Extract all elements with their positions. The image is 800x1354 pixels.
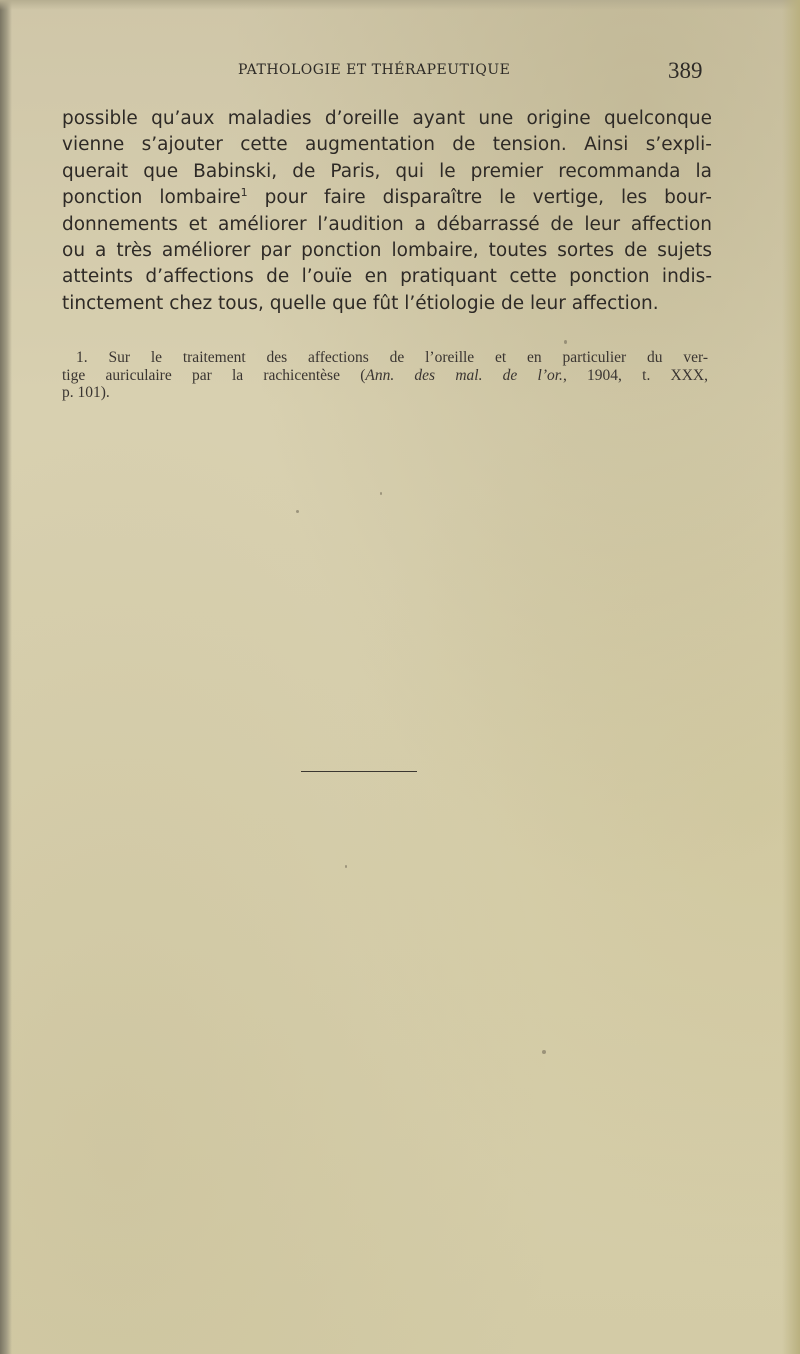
body-text-segment: pour faire disparaître le vertige, les bour- bbox=[247, 187, 712, 209]
page-binding-edge bbox=[0, 0, 12, 1354]
body-line: vienne s’ajouter cette augmentation de tension. Ainsi s’expli- bbox=[62, 134, 712, 156]
footnote-text: Sur le traitement des affections de l’oreille et en particulier du ver- bbox=[87, 349, 708, 366]
body-line: querait que Babinski, de Paris, qui le premier recommanda la bbox=[62, 160, 712, 182]
paper-speck bbox=[380, 492, 382, 495]
footnote-citation-title: Ann. des mal. de l’or. bbox=[365, 366, 563, 384]
paper-speck bbox=[345, 865, 347, 868]
footnote-text: tige auriculaire par la rachicentèse ( bbox=[62, 366, 366, 384]
body-text-segment: ponction lombaire bbox=[62, 187, 241, 209]
paper-speck bbox=[542, 1050, 546, 1054]
page-right-edge bbox=[782, 0, 800, 1354]
running-head: PATHOLOGIE ET THÉRAPEUTIQUE bbox=[238, 62, 511, 78]
footnote bbox=[62, 349, 708, 402]
paper-speck bbox=[296, 510, 299, 513]
body-line: tinctement chez tous, quelle que fût l’étiologie de leur affection. bbox=[62, 292, 659, 314]
footnote-text: , 1904, t. XXX, bbox=[562, 366, 709, 384]
body-line: ou a très améliorer par ponction lombaire, toutes sortes de sujets bbox=[62, 239, 712, 261]
footnote-line bbox=[62, 367, 708, 385]
footnote-line bbox=[62, 349, 708, 367]
footnote-reference: 1 bbox=[240, 186, 248, 200]
body-line: donnements et améliorer l’audition a débarrassé de leur affection bbox=[62, 213, 712, 235]
end-rule bbox=[301, 771, 417, 772]
page-top-edge bbox=[0, 0, 800, 10]
page-number: 389 bbox=[668, 58, 703, 83]
footnote-number: 1. bbox=[76, 349, 88, 366]
body-line: atteints d’affections de l’ouïe en pratiquant cette ponction indis- bbox=[62, 266, 712, 288]
footnote-line: p. 101). bbox=[62, 384, 110, 401]
body-paragraph bbox=[62, 106, 712, 317]
body-line-with-footnote-ref bbox=[62, 185, 712, 211]
paper-speck bbox=[564, 340, 567, 344]
body-line: possible qu’aux maladies d’oreille ayant une origine quelconque bbox=[62, 108, 712, 129]
